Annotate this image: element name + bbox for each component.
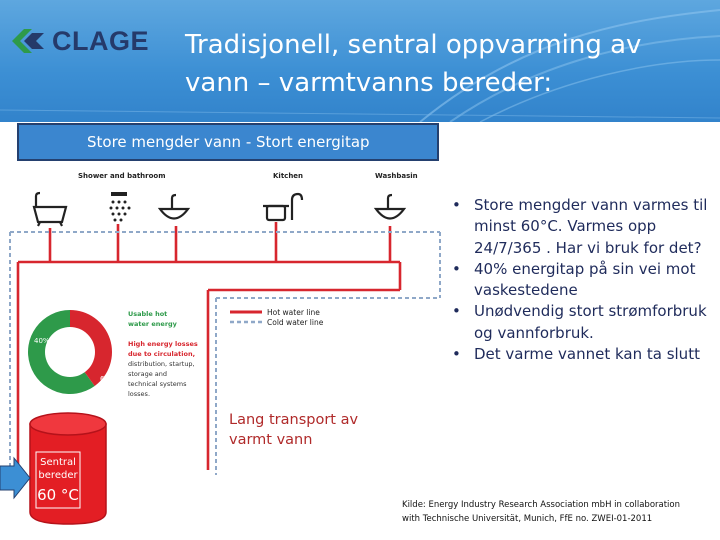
label-shower-bathroom: Shower and bathroom xyxy=(78,172,166,180)
title-line-1: Tradisjonell, sentral oppvarming av xyxy=(185,30,642,60)
shower-icon xyxy=(110,192,131,222)
donut-loss-line-2: storage and xyxy=(128,370,167,378)
transport-label xyxy=(229,410,358,450)
page-title xyxy=(185,26,705,102)
clage-logo-icon xyxy=(10,26,46,56)
label-washbasin: Washbasin xyxy=(375,172,418,180)
bullet-item: • Det varme vannet kan ta slutt xyxy=(452,344,712,365)
sink-icon xyxy=(160,195,188,219)
energy-donut-chart xyxy=(28,310,118,394)
bullet-item: • Store mengder vann varmes til minst 60°C. Varmes opp 24/7/365 . Har vi bruk for det? xyxy=(452,195,712,259)
transport-label-line-1: Lang transport av xyxy=(229,412,359,428)
bullet-item: • Unødvendig stort strømforbruk og vannforbruk. xyxy=(452,301,712,344)
tank-label-line-1: Sentral xyxy=(40,457,76,468)
logo-text: CLAGE xyxy=(52,25,149,56)
source-citation xyxy=(402,498,702,526)
header-banner xyxy=(0,0,720,122)
tank-label xyxy=(36,456,80,482)
source-line-2: with Technische Universität, Munich, FfE no. ZWEI-01-2011 xyxy=(402,514,653,524)
tank-label-line-2: bereder xyxy=(38,470,78,481)
donut-usable-label-1: Usable hot xyxy=(128,310,168,318)
donut-usable-label-2: water energy xyxy=(128,320,177,328)
clage-logo xyxy=(10,18,160,64)
inlet-arrow-icon xyxy=(0,458,30,498)
source-line-1: Kilde: Energy Industry Research Association mbH in collaboration xyxy=(402,500,681,510)
washbasin-icon xyxy=(376,195,404,219)
donut-loss-percent: 40% xyxy=(34,337,50,345)
donut-loss-heading-1: High energy losses xyxy=(128,340,198,348)
subtitle-bar: Store mengder vann - Stort energitap xyxy=(17,123,439,161)
tank-temperature: 60 °C xyxy=(37,486,79,504)
kitchen-pot-icon xyxy=(263,194,302,220)
transport-label-line-2: varmt vann xyxy=(229,432,313,448)
legend-hot-label: Hot water line xyxy=(267,308,320,317)
donut-usable-percent: 60 % xyxy=(100,375,118,383)
donut-loss-heading-2: due to circulation, xyxy=(128,350,196,358)
bullet-item: • 40% energitap på sin vei mot vaskestedene xyxy=(452,259,712,302)
label-kitchen: Kitchen xyxy=(273,172,304,180)
bullet-list xyxy=(452,195,712,365)
bathtub-icon xyxy=(34,193,66,226)
donut-loss-line-3: technical systems xyxy=(128,380,187,388)
plumbing-diagram xyxy=(0,160,450,540)
donut-loss-line-4: losses. xyxy=(128,390,151,398)
legend-cold-label: Cold water line xyxy=(267,318,324,327)
title-line-2: vann – varmtvanns bereder: xyxy=(185,68,553,98)
donut-loss-line-1: distribution, startup, xyxy=(128,360,195,368)
donut-hole xyxy=(45,327,95,377)
